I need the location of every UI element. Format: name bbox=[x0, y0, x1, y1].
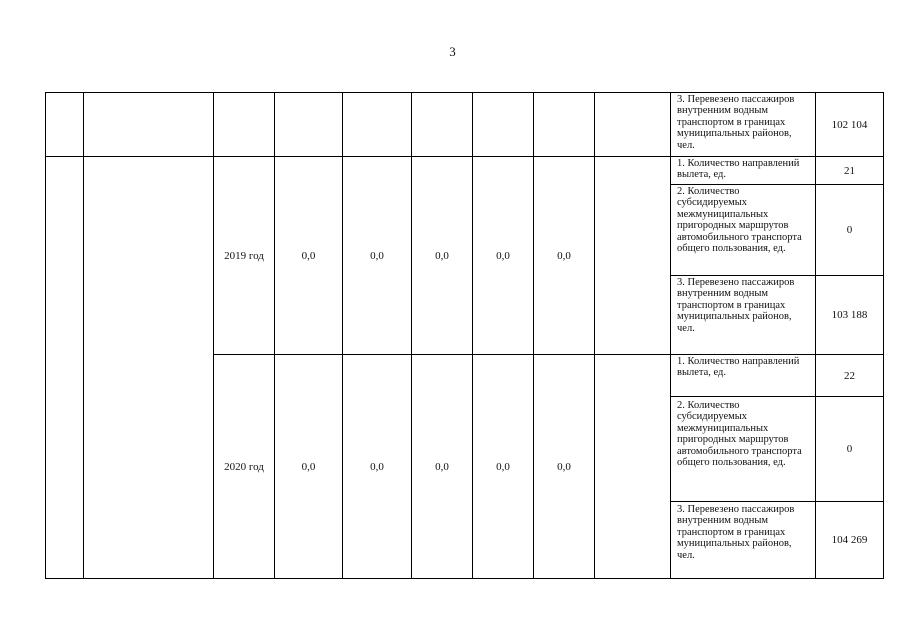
indicator-text: 3. Перевезено пассажиров внутренним водным транспортом в границах муниципальных районов, чел. bbox=[677, 504, 795, 561]
amount-cell: 0,0 bbox=[370, 249, 384, 262]
amount-cell: 0,0 bbox=[557, 460, 571, 473]
amount-cell: 0,0 bbox=[370, 460, 384, 473]
table-right-border bbox=[883, 92, 884, 579]
amount-cell: 0,0 bbox=[496, 249, 510, 262]
indicator-value: 104 269 bbox=[831, 534, 868, 546]
indicator-value: 21 bbox=[844, 164, 855, 177]
indicator-text: 1. Количество направлений вылета, ед. bbox=[677, 356, 800, 379]
indicator-text: 1. Количество направлений вылета, ед. bbox=[677, 158, 800, 181]
year-label: 2019 год bbox=[224, 249, 264, 262]
indicator-text: 2. Количество субсидируемых межмуниципальных пригородных маршрутов автомобильного транспорта общего пользования, ед. bbox=[677, 400, 802, 469]
year-label: 2020 год bbox=[224, 460, 264, 473]
indicator-text: 3. Перевезено пассажиров внутренним водным транспортом в границах муниципальных районов, чел. bbox=[677, 277, 795, 334]
amount-cell: 0,0 bbox=[435, 249, 449, 262]
indicator-value: 22 bbox=[844, 369, 855, 382]
amount-cell: 0,0 bbox=[301, 460, 316, 473]
indicator-value: 0 bbox=[846, 443, 853, 455]
table-left-border bbox=[45, 92, 46, 579]
indicator-value: 0 bbox=[846, 224, 853, 236]
amount-cell: 0,0 bbox=[435, 460, 449, 473]
indicator-value: 103 188 bbox=[831, 309, 868, 321]
col-divider bbox=[83, 92, 84, 579]
table-bottom-border bbox=[45, 578, 884, 579]
indicator-text: 2. Количество субсидируемых межмуниципальных пригородных маршрутов автомобильного транспорта общего пользования, ед. bbox=[677, 186, 802, 255]
indicator-text: 3. Перевезено пассажиров внутренним водным транспортом в границах муниципальных районов, чел. bbox=[677, 94, 795, 151]
amount-cell: 0,0 bbox=[301, 249, 316, 262]
amount-cell: 0,0 bbox=[496, 460, 510, 473]
col-divider bbox=[594, 92, 595, 579]
indicator-value: 102 104 bbox=[831, 118, 868, 131]
page-number: 3 bbox=[449, 44, 456, 59]
amount-cell: 0,0 bbox=[557, 249, 571, 262]
program-table bbox=[45, 92, 884, 579]
